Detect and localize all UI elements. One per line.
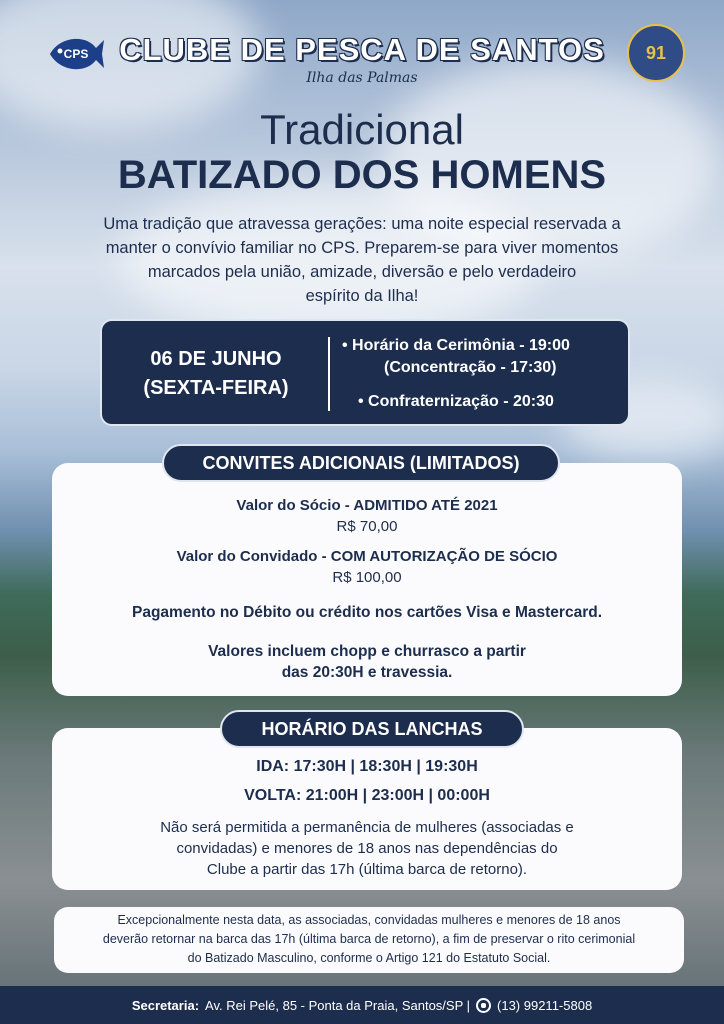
intro-line: manter o convívio familiar no CPS. Preparem-se para viver momentos [105, 239, 619, 257]
intro-line: Uma tradição que atravessa gerações: uma noite especial reservada a [103, 215, 621, 233]
note-line: do Batizado Masculino, conforme o Artigo 121 do Estatuto Social. [187, 951, 551, 965]
intro-text [60, 212, 664, 308]
footer [0, 986, 724, 1024]
event-date-box [100, 319, 630, 426]
footer-label: Secretaria: [131, 997, 200, 1013]
schedule-party: • Confraternização - 20:30 [358, 393, 554, 410]
guest-price: R$ 100,00 [332, 569, 402, 586]
note-line: deverão retornar na barca das 17h (última barca de retorno), a fim de preservar o rito cerimonial [102, 932, 636, 946]
divider [328, 337, 330, 411]
notice-line: Clube a partir das 17h (última barca de retorno). [206, 861, 528, 878]
invites-card [52, 463, 682, 696]
boat-outbound-times: IDA: 17:30H | 18:30H | 19:30H [256, 758, 478, 775]
intro-line: marcados pela união, amizade, diversão e pelo verdadeiro [147, 263, 577, 281]
payment-info: Pagamento no Débito ou crédito nos cartões Visa e Mastercard. [131, 604, 602, 621]
includes-line1: Valores incluem chopp e churrasco a partir [208, 643, 526, 660]
logo-left-text: CPS [63, 47, 89, 61]
whatsapp-icon [476, 998, 491, 1013]
includes-line2: das 20:30H e travessia. [281, 664, 453, 681]
notice-line: Não será permitida a permanência de mulheres (associadas e [160, 819, 574, 836]
schedule-gathering: (Concentração - 17:30) [384, 359, 557, 376]
event-date [102, 345, 330, 403]
notice-line: convidadas) e menores de 18 anos nas dependências do [176, 840, 558, 857]
invites-title-pill: CONVITES ADICIONAIS (LIMITADOS) [162, 444, 560, 482]
member-price: R$ 70,00 [336, 518, 398, 535]
event-date-day: 06 DE JUNHO [150, 348, 282, 370]
headline-line2: BATIZADO DOS HOMENS [117, 153, 607, 197]
club-subtitle: Ilha das Palmas [306, 70, 418, 86]
boats-card [52, 728, 682, 890]
exception-note [54, 907, 684, 973]
event-schedule [342, 335, 632, 413]
intro-line: espírito da Ilha! [305, 287, 419, 305]
logo-right-text: 91 [645, 42, 667, 63]
headline-line1: Tradicional [260, 106, 464, 153]
footer-phone: (13) 99211-5808 [497, 997, 593, 1013]
boat-return-times: VOLTA: 21:00H | 23:00H | 00:00H [244, 787, 490, 804]
member-price-label: Valor do Sócio - ADMITIDO ATÉ 2021 [236, 497, 498, 514]
note-line: Excepcionalmente nesta data, as associadas, convidadas mulheres e menores de 18 anos [117, 913, 621, 927]
event-date-weekday: (SEXTA-FEIRA) [143, 377, 289, 399]
boats-notice [52, 817, 682, 880]
guest-price-label: Valor do Convidado - COM AUTORIZAÇÃO DE SÓCIO [176, 548, 558, 565]
footer-address: Av. Rei Pelé, 85 - Ponta da Praia, Santos/SP | [205, 997, 471, 1013]
boats-title-pill: HORÁRIO DAS LANCHAS [220, 710, 524, 748]
schedule-ceremony: • Horário da Cerimônia - 19:00 [342, 337, 570, 354]
club-name: CLUBE DE PESCA DE SANTOS [119, 32, 605, 67]
